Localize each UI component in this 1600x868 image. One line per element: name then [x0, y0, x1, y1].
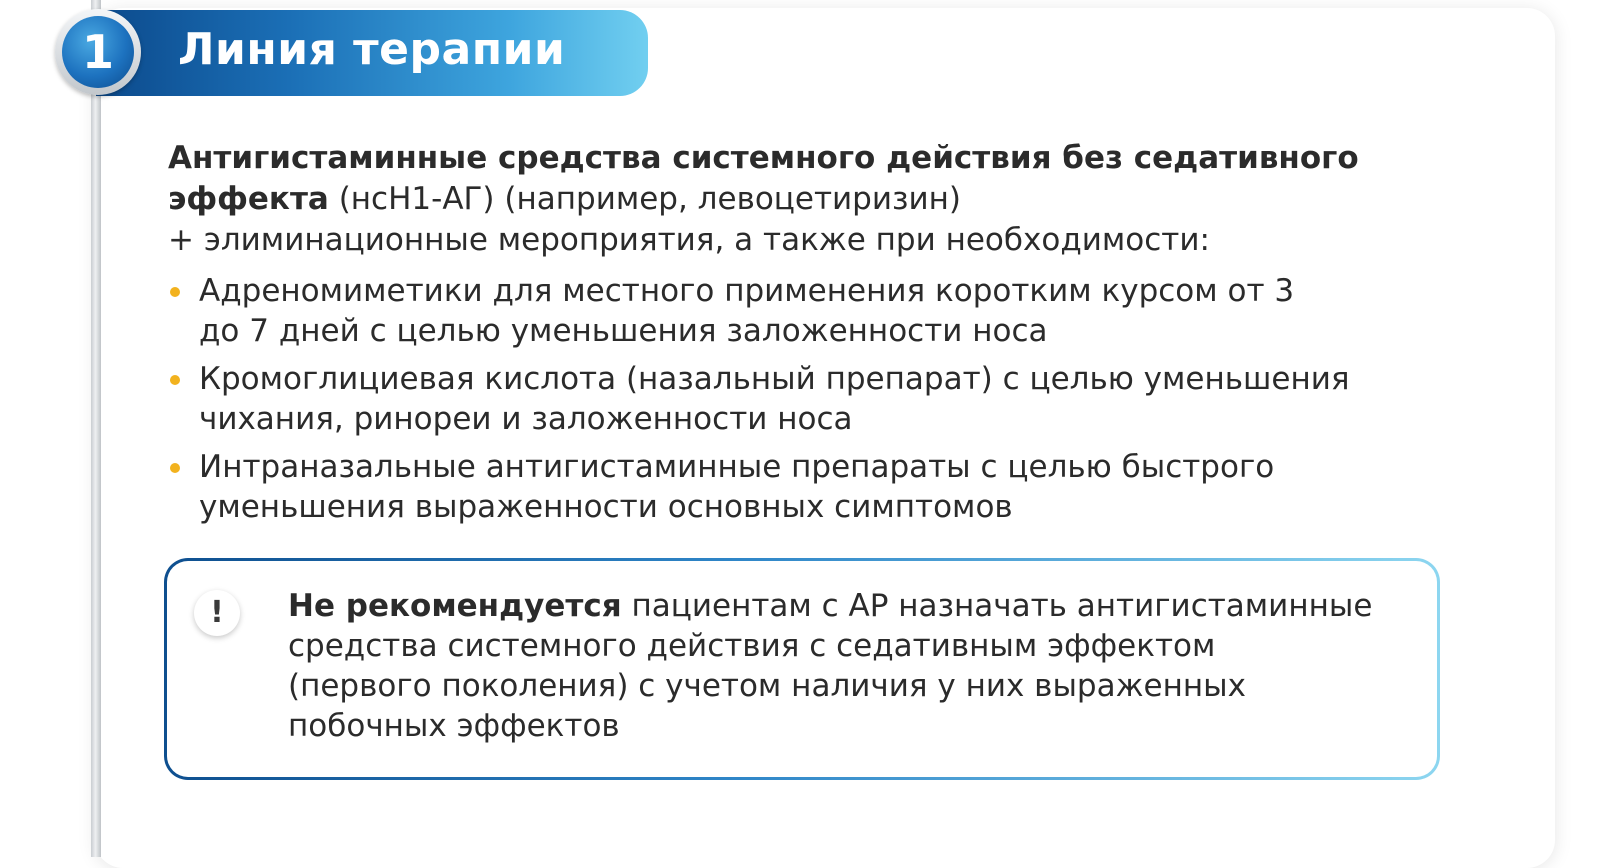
main-content [168, 138, 1478, 535]
list-item-line1: Кромоглициевая кислота (назальный препарат) с целью уменьшения [199, 361, 1350, 397]
exclamation-icon: ! [194, 590, 240, 636]
warning-line2: средства системного действия с седативным эффектом [288, 628, 1216, 664]
list-item-line2: уменьшения выраженности основных симптомов [199, 489, 1013, 525]
list-item-line1: Адреномиметики для местного применения коротким курсом от 3 [199, 273, 1295, 309]
warning-bold: Не рекомендуется [288, 588, 622, 624]
list-item [168, 359, 1478, 439]
intro-bold-line1: Антигистаминные средства системного действия без седативного [168, 140, 1359, 176]
intro-paragraph [168, 138, 1478, 261]
warning-line3: (первого поколения) с учетом наличия у них выраженных [288, 668, 1246, 704]
list-item-line2: до 7 дней с целью уменьшения заложенности носа [199, 313, 1048, 349]
bullet-dot-icon [170, 287, 180, 297]
warning-line4: побочных эффектов [288, 708, 620, 744]
list-item-line1: Интраназальные антигистаминные препараты с целью быстрого [199, 449, 1275, 485]
header-title: Линия терапии [178, 24, 566, 75]
warning-text [288, 586, 1428, 746]
intro-bold-word: эффекта [168, 181, 329, 217]
step-number: 1 [62, 16, 134, 88]
bullet-list [168, 271, 1478, 527]
intro-line2-rest: (нсН1-АГ) (например, левоцетиризин) [328, 181, 961, 217]
warning-line1-rest: пациентам с АР назначать антигистаминные [621, 588, 1373, 624]
bullet-dot-icon [170, 463, 180, 473]
bullet-dot-icon [170, 375, 180, 385]
list-item-line2: чихания, ринореи и заложенности носа [199, 401, 853, 437]
timeline-pole [91, 0, 101, 857]
intro-line3: + элиминационные мероприятия, а также при необходимости: [168, 222, 1210, 258]
list-item [168, 447, 1478, 527]
list-item [168, 271, 1478, 351]
